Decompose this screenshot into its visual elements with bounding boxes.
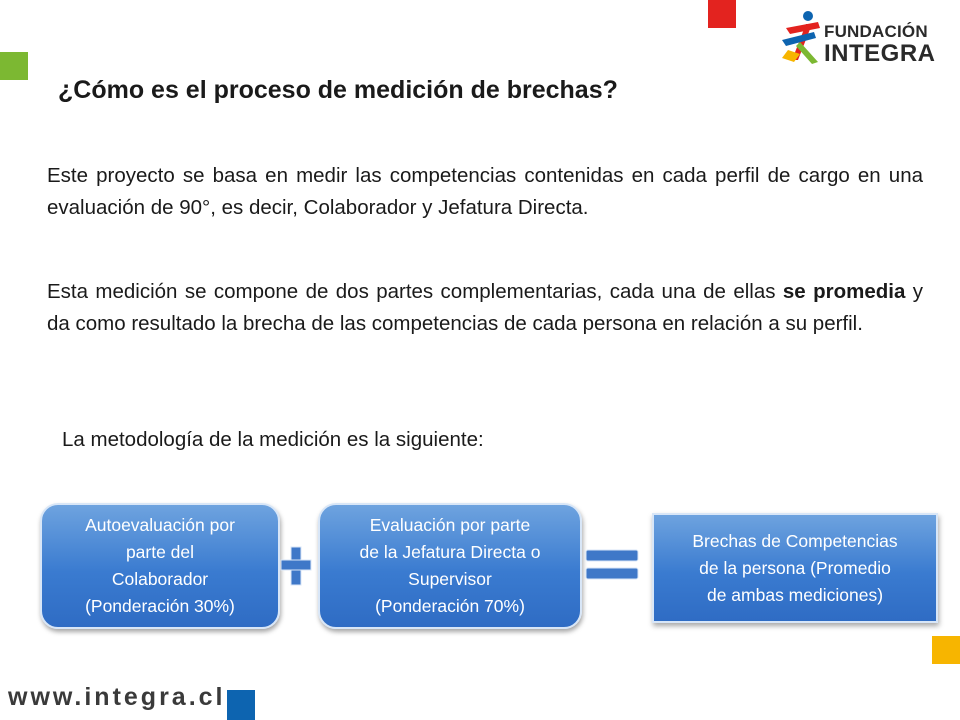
blue-square-decoration bbox=[227, 690, 255, 720]
equals-icon bbox=[585, 548, 639, 582]
box-line: parte del bbox=[125, 542, 195, 562]
footer-website-url: www.integra.cl bbox=[8, 683, 226, 711]
box-line: (Ponderación 70%) bbox=[375, 596, 525, 616]
box-line: Colaborador bbox=[111, 569, 209, 589]
paragraph-measurement-description bbox=[47, 276, 923, 340]
paragraph-bold-phrase: se promedia bbox=[782, 280, 906, 303]
paragraph-project-description: Este proyecto se basa en medir las competencias contenidas en cada perfil de cargo en una evaluación de 90°, es decir, Colaborador y Jefatura Directa. bbox=[47, 164, 923, 219]
methodology-intro: La metodología de la medición es la siguiente: bbox=[62, 428, 484, 451]
box-line: Supervisor bbox=[408, 569, 492, 589]
logo-text-integra: INTEGRA bbox=[824, 40, 936, 67]
plus-icon bbox=[280, 545, 312, 587]
competency-gaps-result-box bbox=[652, 513, 938, 623]
paragraph-text-start: Esta medición se compone de dos partes complementarias, cada una de ellas bbox=[47, 280, 783, 303]
box-line: de ambas mediciones) bbox=[706, 584, 884, 605]
red-square-decoration bbox=[708, 0, 736, 28]
self-evaluation-box bbox=[40, 503, 280, 629]
box-line: (Ponderación 30%) bbox=[85, 596, 235, 616]
logo-figure-icon bbox=[778, 10, 828, 66]
fundacion-integra-logo bbox=[778, 6, 938, 66]
box-line: de la persona (Promedio bbox=[699, 557, 891, 578]
box-line: Evaluación por parte bbox=[369, 515, 531, 535]
box-line: de la Jefatura Directa o bbox=[359, 542, 541, 562]
logo-text-fundacion: FUNDACIÓN bbox=[824, 22, 928, 41]
box-line: Brechas de Competencias bbox=[692, 530, 898, 551]
slide-title: ¿Cómo es el proceso de medición de brechas? bbox=[58, 76, 618, 104]
green-square-decoration bbox=[0, 52, 28, 80]
supervisor-evaluation-box bbox=[318, 503, 582, 629]
paragraph-text-end: y da como resultado la brecha de las competencias de cada persona en relación a su perfil. bbox=[47, 280, 923, 335]
box-line: Autoevaluación por bbox=[85, 515, 235, 535]
yellow-square-decoration bbox=[932, 636, 960, 664]
